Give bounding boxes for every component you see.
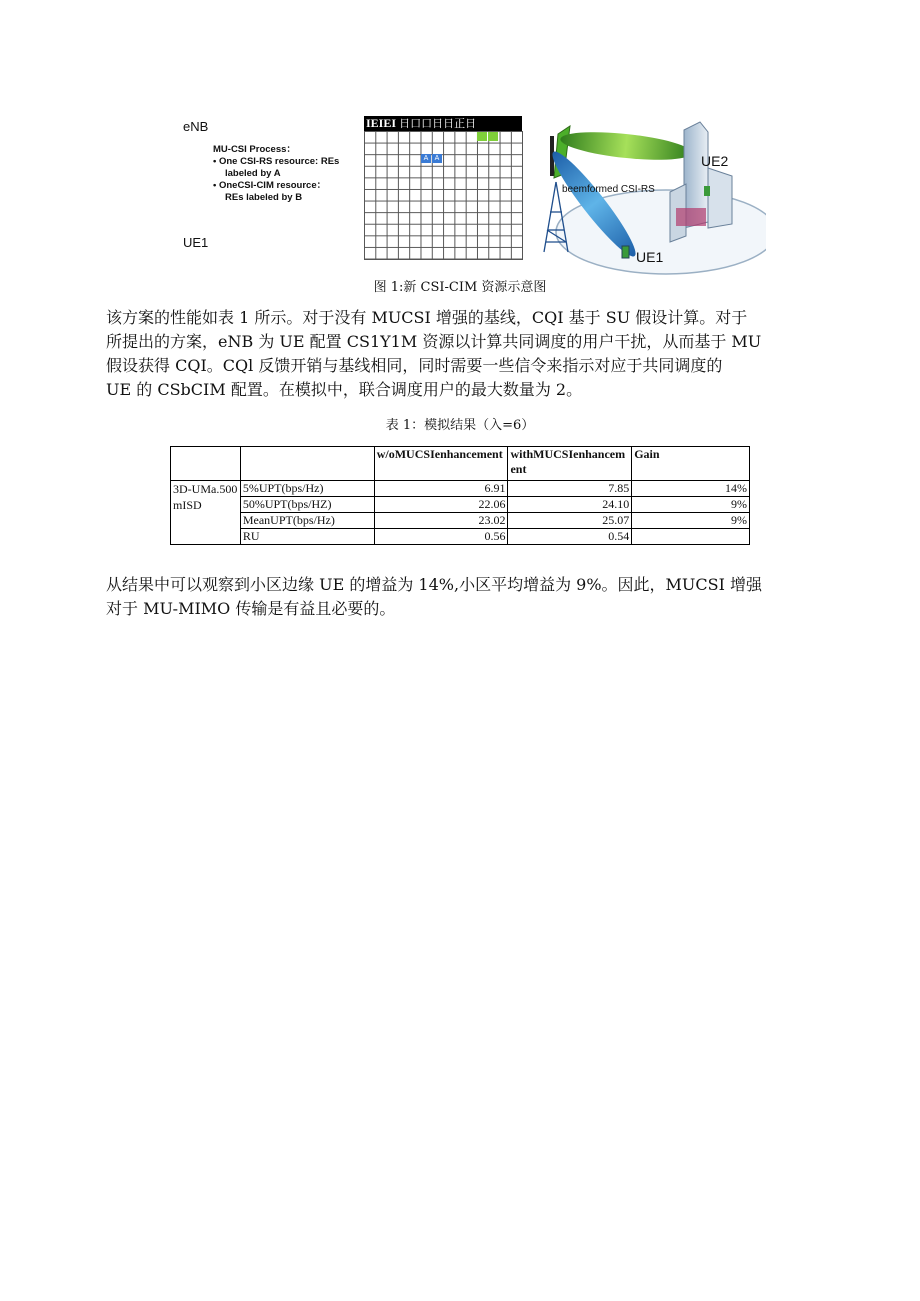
paragraph-line: 假设获得 CQI。CQl 反馈开销与基线相同，同时需要一些信令来指示对应于共同调度的	[106, 356, 723, 375]
paragraph-conclusion	[106, 573, 818, 621]
paragraph-line: 对于 MU-MIMO 传输是有益且必要的。	[106, 599, 396, 618]
beamforming-scene	[536, 112, 766, 277]
value-cell: 0.54	[508, 529, 632, 545]
process-line: • One CSI-RS resource: REs	[213, 156, 340, 167]
resource-grid-header	[364, 116, 522, 131]
value-cell: 6.91	[374, 481, 508, 497]
value-cell: 22.06	[374, 497, 508, 513]
mu-csi-process-text	[213, 144, 363, 210]
table-header-row	[171, 447, 750, 481]
table-caption: 表 1：模拟结果（入=6）	[385, 418, 535, 433]
header-cell	[240, 447, 374, 481]
scenario-cell: 3D-UMa.500mISD	[171, 481, 241, 545]
header-cell: Gain	[632, 447, 750, 481]
gain-cell: 9%	[632, 497, 750, 513]
table-row	[171, 481, 750, 497]
process-line: • OneCSI-CIM resource：	[213, 180, 327, 191]
ue2-label: UE2	[701, 153, 729, 169]
building-right	[708, 168, 732, 228]
grid-cells	[364, 131, 523, 260]
value-cell: 7.85	[508, 481, 632, 497]
metric-cell: RU	[240, 529, 374, 545]
resource-grid	[364, 116, 524, 261]
re-cell-a: A	[421, 154, 431, 163]
paragraph-line: 该方案的性能如表 1 所示。对于没有 MUCSI 增强的基线，CQI 基于 SU 假设计算。对于	[106, 308, 748, 327]
metric-cell: 5%UPT(bps/Hz)	[240, 481, 374, 497]
process-line: MU-CSI Process：	[213, 144, 296, 155]
gain-cell: 9%	[632, 513, 750, 529]
results-table	[170, 446, 750, 545]
ue1-label: UE1	[183, 235, 209, 250]
table-row	[171, 513, 750, 529]
ue2-device	[704, 186, 710, 196]
metric-cell: 50%UPT(bps/HZ)	[240, 497, 374, 513]
paragraph-line: 从结果中可以观察到小区边缘 UE 的增益为 14%,小区平均增益为 9%。因此，MUCSI 增强	[106, 575, 763, 594]
beamforming-illustration	[536, 112, 766, 277]
header-cell	[171, 447, 241, 481]
table-row	[171, 497, 750, 513]
re-cell-b	[477, 132, 487, 141]
re-cell-a: A	[432, 154, 442, 163]
ue1-scene-label: UE1	[636, 249, 664, 265]
building-base	[676, 208, 706, 226]
beam-ue2	[559, 127, 693, 165]
re-cell-b	[488, 132, 498, 141]
grid-header-bold: IEIEI	[366, 116, 397, 130]
figure-left-panel	[180, 112, 360, 272]
ue1-device	[622, 246, 629, 258]
value-cell: 24.10	[508, 497, 632, 513]
gain-cell: 14%	[632, 481, 750, 497]
process-line: REs labeled by B	[225, 192, 303, 203]
grid-header-rest: 日口口日日正日	[399, 118, 477, 130]
value-cell: 25.07	[508, 513, 632, 529]
header-cell: w/oMUCSIenhancement	[374, 447, 508, 481]
gain-cell	[632, 529, 750, 545]
figure-caption: 图 1:新 CSI-CIM 资源示意图	[373, 280, 547, 295]
beam-label: beemformed CSI-RS	[562, 184, 655, 195]
paragraph-performance	[106, 306, 818, 402]
value-cell: 23.02	[374, 513, 508, 529]
metric-cell: MeanUPT(bps/Hz)	[240, 513, 374, 529]
table-row	[171, 529, 750, 545]
paragraph-line: 所提出的方案，eNB 为 UE 配置 CS1Y1M 资源以计算共同调度的用户干扰，从而基于 MU	[106, 332, 762, 351]
process-line: labeled by A	[225, 168, 281, 179]
value-cell: 0.56	[374, 529, 508, 545]
paragraph-line: UE 的 CSbCIM 配置。在模拟中，联合调度用户的最大数量为 2。	[106, 380, 583, 399]
figure-csi-cim	[180, 112, 765, 277]
header-cell: withMUCSIenhancement	[508, 447, 632, 481]
enb-label: eNB	[183, 119, 209, 134]
